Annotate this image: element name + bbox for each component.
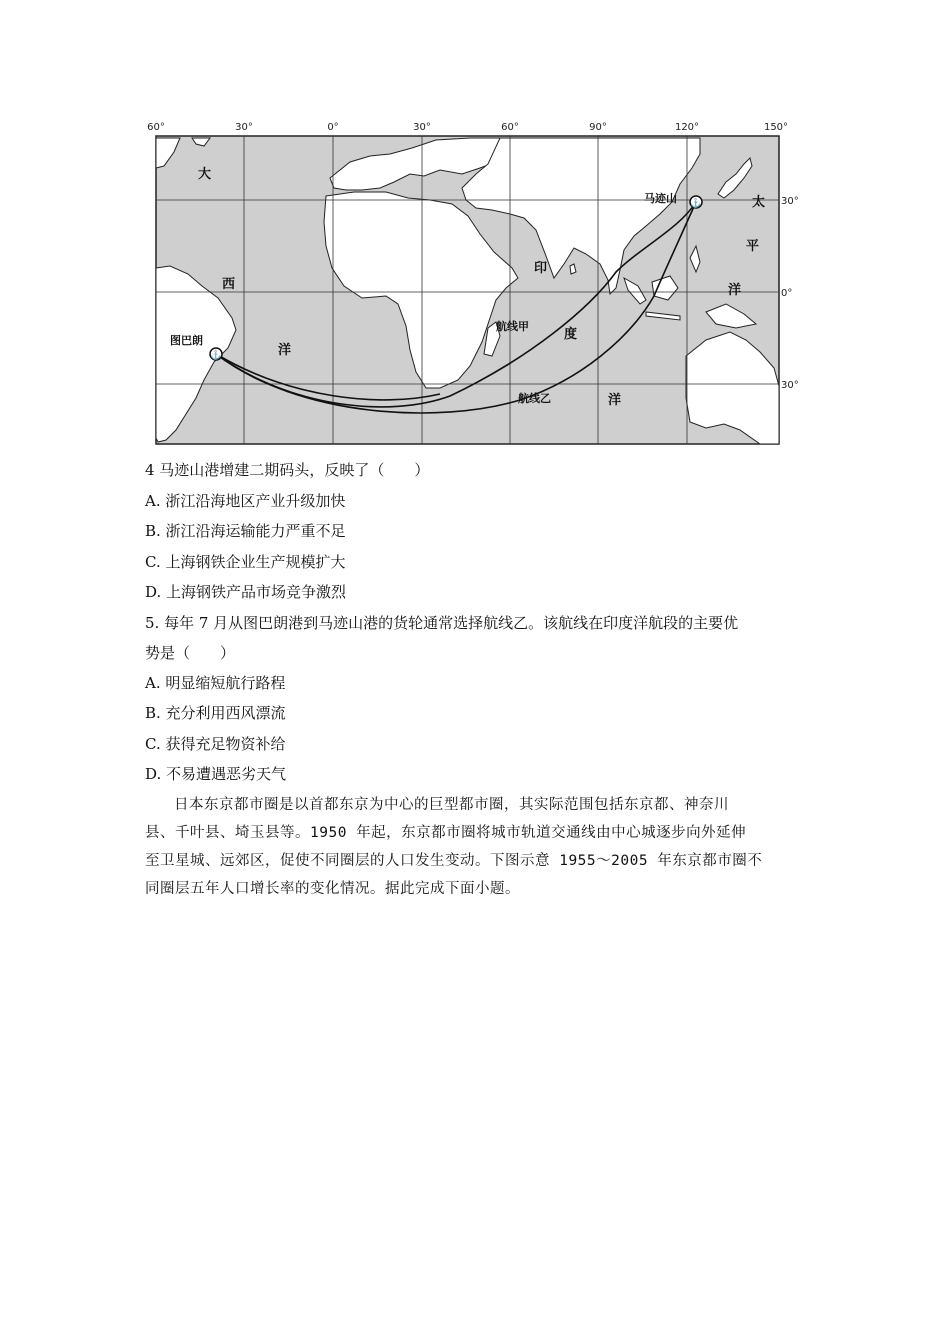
anchor-icon: ⚓: [210, 351, 222, 361]
label-tai: 太: [752, 195, 766, 210]
q5-option-a: A. 明显缩短航行路程: [145, 674, 286, 692]
label-da: 大: [198, 167, 212, 182]
lon-tick: 60°: [147, 122, 165, 133]
lon-tick: 30°: [413, 122, 431, 133]
q5-option-d: D. 不易遭遇恶劣天气: [145, 765, 287, 783]
lon-tick: 150°: [763, 122, 789, 133]
port-majishan-marker: [690, 196, 702, 209]
map-svg: [140, 118, 800, 453]
lon-tick: 0°: [327, 122, 339, 133]
q4-option-c: C. 上海钢铁企业生产规模扩大: [145, 553, 346, 571]
anchor-icon: ⚓: [690, 199, 702, 209]
q4-option-d: D. 上海钢铁产品市场竞争激烈: [145, 583, 347, 601]
passage-line: 至卫星城、远郊区，促使不同圈层的人口发生变动。下图示意 1955～2005 年东京都市圈不: [145, 853, 763, 869]
passage-line: 同圈层五年人口增长率的变化情况。据此完成下面小题。: [145, 881, 520, 897]
label-route-a: 航线甲: [496, 320, 529, 333]
world-route-map: [140, 118, 800, 453]
label-yang-pacific: 洋: [728, 283, 742, 298]
q5-option-b: B. 充分利用西风漂流: [145, 704, 286, 722]
label-port-majishan: 马迹山: [644, 192, 677, 205]
label-port-tubarao: 图巴朗: [170, 334, 203, 347]
label-route-b: 航线乙: [518, 392, 551, 405]
q4-stem: 4 马迹山港增建二期码头，反映了（ ）: [145, 461, 430, 479]
lon-tick: 120°: [674, 122, 700, 133]
q4-option-a: A. 浙江沿海地区产业升级加快: [145, 492, 346, 510]
label-yin: 印: [534, 261, 548, 276]
label-du: 度: [564, 327, 578, 342]
lat-tick: 0°: [781, 288, 793, 299]
q5-stem-line2: 势是（ ）: [145, 644, 236, 662]
passage: [145, 791, 810, 903]
q5-stem-line1: 5. 每年 7 月从图巴朗港到马迹山港的货轮通常选择航线乙。该航线在印度洋航段的主要优: [145, 614, 739, 632]
label-yang-atlantic: 洋: [278, 343, 292, 358]
lat-tick: 30°: [781, 196, 799, 207]
label-yang-indian: 洋: [608, 393, 622, 408]
lon-tick: 30°: [235, 122, 253, 133]
passage-line: 县、千叶县、埼玉县等。1950 年起，东京都市圈将城市轨道交通线由中心城逐步向外延伸: [145, 825, 747, 841]
lon-tick: 90°: [589, 122, 607, 133]
q5-option-c: C. 获得充足物资补给: [145, 735, 286, 753]
q4-option-b: B. 浙江沿海运输能力严重不足: [145, 522, 346, 540]
lon-tick: 60°: [501, 122, 519, 133]
label-xi: 西: [222, 277, 236, 292]
port-tubarao-marker: [210, 348, 222, 361]
lat-tick: 30°: [781, 380, 799, 391]
passage-line: 日本东京都市圈是以首都东京为中心的巨型都市圈，其实际范围包括东京都、神奈川: [174, 797, 729, 813]
label-ping: 平: [746, 239, 760, 254]
